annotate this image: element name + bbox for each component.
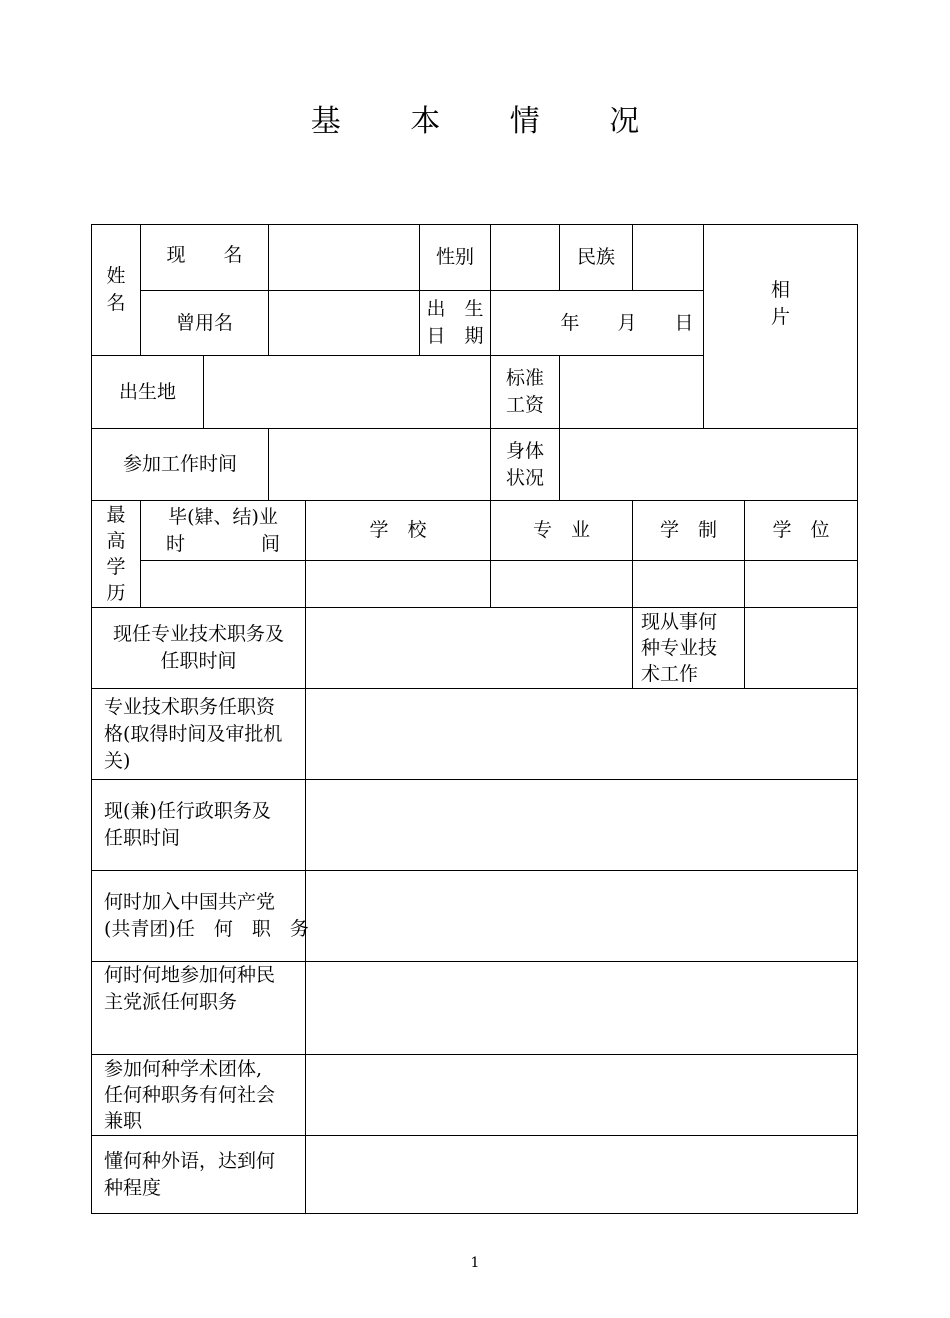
admin-post-field[interactable] <box>306 780 857 870</box>
school-field[interactable] <box>306 561 490 607</box>
school-header-text: 学 校 <box>369 519 427 541</box>
party-membership-label-text: 何时加入中国共产党 (共青团)任 何 职 务 <box>104 891 309 940</box>
work-start-time-label-text: 参加工作时间 <box>122 453 237 475</box>
current-tech-title-label-text: 现任专业技术职务及 任职时间 <box>112 623 284 672</box>
democratic-party-label-text: 何时何地参加何种民 主党派任何职务 <box>104 964 276 1013</box>
current-name-label <box>141 225 268 290</box>
graduation-time-field[interactable] <box>141 561 305 607</box>
tech-qualification-field[interactable] <box>306 689 857 779</box>
health-label-text: 身体 状况 <box>505 439 544 489</box>
languages-label-text: 懂何种外语，达到何 种程度 <box>104 1149 276 1199</box>
current-tech-work-label-text: 现从事何 种专业技 术工作 <box>641 611 718 685</box>
languages-label <box>92 1136 305 1213</box>
academic-groups-label-text: 参加何种学术团体, 任何种职务有何社会 兼职 <box>104 1058 276 1132</box>
study-length-field[interactable] <box>633 561 744 607</box>
name-label-text: 姓 名 <box>106 265 126 314</box>
date-format-text: 年 月 日 <box>560 311 694 334</box>
work-start-time-field[interactable] <box>269 429 490 500</box>
name-label <box>92 225 140 355</box>
former-name-label <box>141 291 268 355</box>
current-tech-title-field[interactable] <box>306 608 632 688</box>
birth-date-field[interactable] <box>491 291 703 355</box>
health-label <box>491 429 559 500</box>
major-header-text: 专 业 <box>532 519 590 541</box>
gender-field[interactable] <box>491 225 559 290</box>
tech-qualification-label-text: 专业技术职务任职资 格(取得时间及审批机 关) <box>104 695 283 772</box>
admin-post-label <box>92 780 305 870</box>
degree-field[interactable] <box>745 561 857 607</box>
current-name-label-text: 现 名 <box>166 244 243 266</box>
birthplace-label-text: 出生地 <box>118 380 176 403</box>
major-header <box>491 501 632 560</box>
gender-label-text: 性别 <box>435 246 474 268</box>
graduation-time-label <box>141 501 305 560</box>
ethnicity-label <box>560 225 632 290</box>
party-membership-label <box>92 871 309 961</box>
degree-header-text: 学 位 <box>772 519 830 541</box>
table-border-right <box>857 224 858 1214</box>
current-tech-work-field[interactable] <box>745 608 857 688</box>
democratic-party-label <box>92 962 305 1054</box>
major-field[interactable] <box>491 561 632 607</box>
page-title: 基 本 情 况 <box>310 104 670 139</box>
study-length-header-text: 学 制 <box>659 519 717 541</box>
former-name-field[interactable] <box>269 291 419 355</box>
ethnicity-label-text: 民族 <box>576 246 615 268</box>
study-length-header <box>633 501 744 560</box>
ethnicity-field[interactable] <box>633 225 703 290</box>
birthplace-field[interactable] <box>204 356 490 428</box>
gender-label <box>420 225 490 290</box>
languages-field[interactable] <box>306 1136 857 1213</box>
health-field[interactable] <box>560 429 857 500</box>
democratic-party-field[interactable] <box>306 962 857 1054</box>
current-name-field[interactable] <box>269 225 419 290</box>
tech-qualification-label <box>92 689 305 779</box>
academic-groups-label <box>92 1055 305 1135</box>
birth-date-label-text: 出 生 日 期 <box>426 298 484 347</box>
photo-box <box>704 225 857 428</box>
birth-date-label <box>420 291 490 355</box>
table-border-bottom <box>91 1213 858 1214</box>
standard-salary-label <box>491 356 559 428</box>
admin-post-label-text: 现(兼)任行政职务及 任职时间 <box>104 800 271 849</box>
party-membership-field[interactable] <box>306 871 857 961</box>
former-name-label-text: 曾用名 <box>175 311 233 334</box>
birthplace-label <box>92 356 203 428</box>
page-number: 1 <box>470 1255 480 1271</box>
basic-info-form <box>91 224 858 1214</box>
degree-header <box>745 501 857 560</box>
standard-salary-field[interactable] <box>560 356 703 428</box>
current-tech-title-label <box>92 608 305 688</box>
highest-education-label <box>92 501 140 607</box>
academic-groups-field[interactable] <box>306 1055 857 1135</box>
work-start-time-label <box>92 429 268 500</box>
standard-salary-label-text: 标准 工资 <box>505 367 544 416</box>
photo-label-text: 相 片 <box>770 279 790 328</box>
school-header <box>306 501 490 560</box>
graduation-time-label-text: 毕(肄、结)业 时 间 <box>165 505 280 555</box>
highest-education-label-text: 最 高 学 历 <box>106 504 126 604</box>
current-tech-work-label <box>633 608 744 688</box>
